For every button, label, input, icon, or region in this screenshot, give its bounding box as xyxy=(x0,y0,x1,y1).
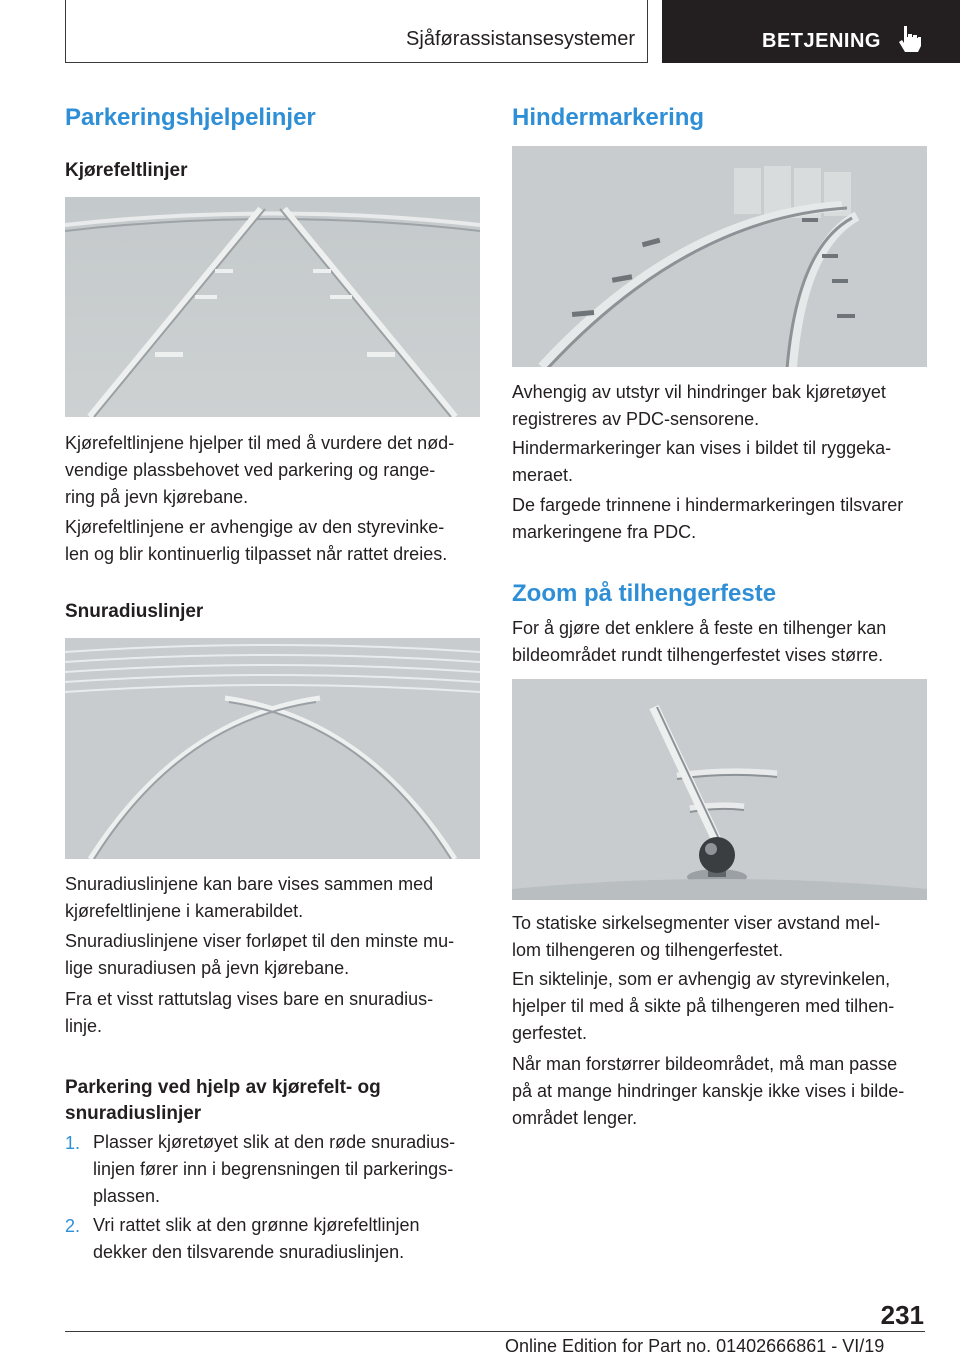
heading-lane-lines: Kjørefeltlinjer xyxy=(65,160,188,181)
paragraph-obstacle-2: Hindermarkeringer kan vises i bildet til ryggeka- meraet. xyxy=(512,438,892,485)
figure-hitch-zoom xyxy=(512,679,927,900)
paragraph-zoom-3: En siktelinje, som er avhengig av styrevinkelen, hjelper til med å sikte på tilhengeren med tilhen- gerfestet. xyxy=(512,969,895,1043)
paragraph-obstacle-1: Avhengig av utstyr vil hindringer bak kjøretøyet registreres av PDC-sensorene. xyxy=(512,382,886,429)
paragraph-zoom-4: Når man forstørrer bildeområdet, må man passe på at mange hindringer kanskje ikke vises i bilde- området lenger. xyxy=(512,1054,905,1128)
paragraph-zoom-1: For å gjøre det enklere å feste en tilhenger kan bildeområdet rundt tilhengerfestet vises større. xyxy=(512,618,887,665)
heading-zoom-hitch: Zoom på tilhengerfeste xyxy=(512,580,777,607)
figure-obstacle-marking xyxy=(512,146,927,367)
paragraph-obstacle-3: De fargede trinnene i hindermarkeringen tilsvarer markeringene fra PDC. xyxy=(512,495,904,542)
paragraph-lane-lines-2: Kjørefeltlinjene er avhengige av den styrevinke- len og blir kontinuerlig tilpasset når rattet dreies. xyxy=(65,517,448,564)
page-number: 231 xyxy=(880,1300,924,1330)
heading-obstacle-marking: Hindermarkering xyxy=(512,104,705,131)
step-text: Vri rattet slik at den grønne kjørefeltlinjen dekker den tilsvarende snuradiuslinjen. xyxy=(93,1215,420,1262)
header-chapter-box xyxy=(662,0,960,63)
paragraph-zoom-2: To statiske sirkelsegmenter viser avstand mel- lom tilhengeren og tilhengerfestet. xyxy=(512,913,881,960)
figure-lane-lines xyxy=(65,197,480,417)
edition-line: Online Edition for Part no. 01402666861 - VI/19 xyxy=(505,1336,885,1356)
heading-parking-lines: Parkeringshjelpelinjer xyxy=(65,104,316,131)
step-text: Plasser kjøretøyet slik at den røde snuradius- linjen fører inn i begrensningen til parkerings- plassen. xyxy=(93,1132,456,1206)
paragraph-turning-1: Snuradiuslinjene kan bare vises sammen med kjørefeltlinjene i kamerabildet. xyxy=(65,874,434,921)
paragraph-turning-2: Snuradiuslinjene viser forløpet til den minste mu- lige snuradiusen på jevn kjørebane. xyxy=(65,931,455,978)
header-section-title: Sjåførassistansesystemer xyxy=(406,28,635,50)
figure-turning-radius-lines xyxy=(65,638,480,859)
heading-parking-with-lines: Parkering ved hjelp av kjørefelt- og snuradiuslinjer xyxy=(65,1077,381,1124)
step-number: 1. xyxy=(65,1133,81,1153)
header-section-box xyxy=(65,0,648,63)
footer-rule xyxy=(65,1331,925,1332)
pointing-hand-icon xyxy=(895,24,921,54)
step-number: 2. xyxy=(65,1216,81,1236)
heading-turning-radius-lines: Snuradiuslinjer xyxy=(65,601,204,622)
header-chapter-title: BETJENING xyxy=(762,30,881,52)
paragraph-lane-lines-1: Kjørefeltlinjene hjelper til med å vurdere det nød- vendige plassbehovet ved parkering og range- ring på jevn kjørebane. xyxy=(65,433,455,507)
paragraph-turning-3: Fra et visst rattutslag vises bare en snuradius- linje. xyxy=(65,989,434,1036)
